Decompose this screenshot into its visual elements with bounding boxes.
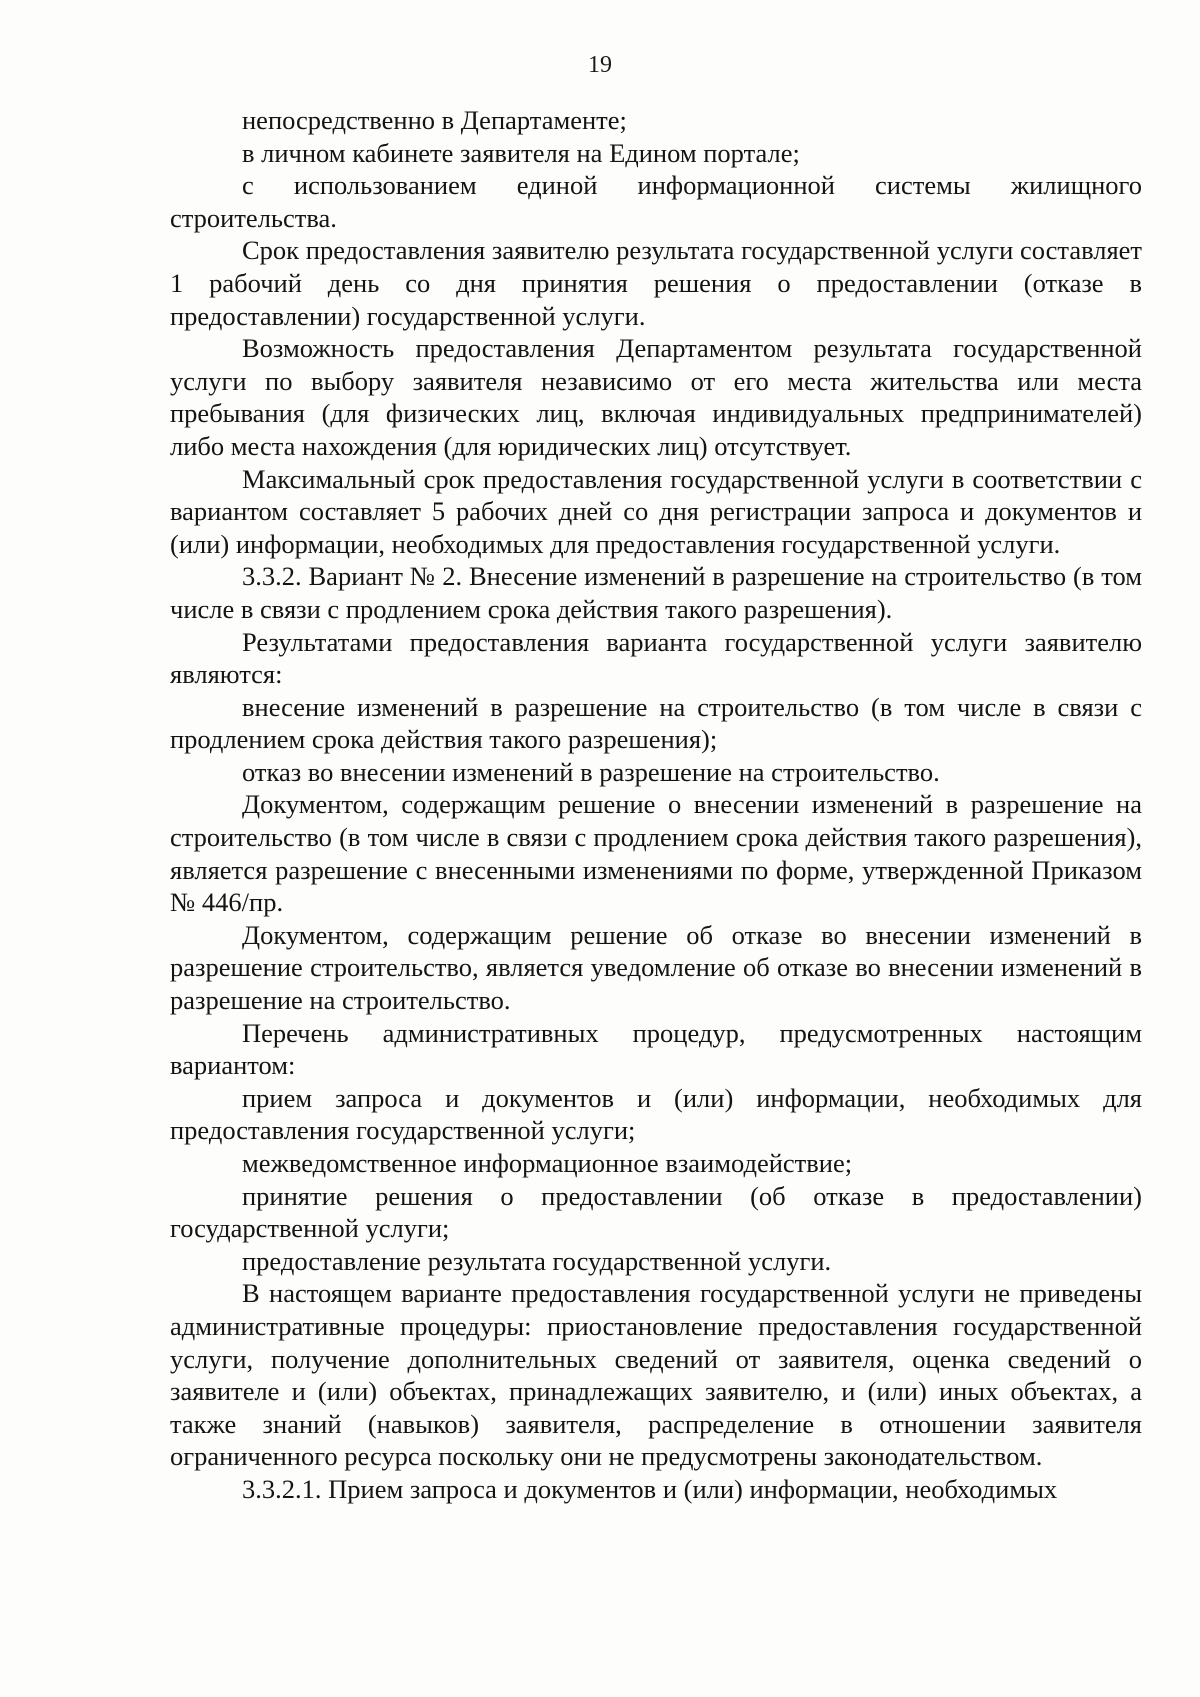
paragraph-results-intro: Результатами предоставления варианта государственной услуги заявителю являются: [170, 626, 1142, 690]
document-body [170, 104, 1142, 1506]
paragraph-omitted-procedures: В настоящем варианте предоставления государственной услуги не приведены административные процедуры: приостановление предоставления государственной услуги, получение дополнительных сведений от заявителя, оценка сведений о заявителе и (или) объектах, принадлежащих заявителю, и (или) иных объектах, а также знаний (навыков) заявителя, распределение в отношении заявителя ограниченного ресурса поскольку они не предусмотрены законодательством. [170, 1278, 1142, 1472]
section-heading-3-3-2: 3.3.2. Вариант № 2. Внесение изменений в разрешение на строительство (в том числе в связи с продлением срока действия такого разрешения). [170, 561, 1142, 624]
paragraph-decision-document: Документом, содержащим решение о внесении изменений в разрешение на строительство (в том числе в связи с продлением срока действия такого разрешения), является разрешение с внесенными изменениями по форме, утвержденной Приказом № 446/пр. [170, 789, 1142, 918]
paragraph-refusal-document: Документом, содержащим решение об отказе во внесении изменений в разрешение строительство, является уведомление об отказе во внесении изменений в разрешение на строительство. [170, 919, 1142, 1016]
paragraph-procedures-intro: Перечень административных процедур, предусмотренных настоящим вариантом: [170, 1017, 1142, 1081]
paragraph-delivery-in-department: непосредственно в Департаменте; [242, 105, 627, 135]
page-number: 19 [588, 52, 612, 78]
paragraph-max-term: Максимальный срок предоставления государственной услуги в соответствии с вариантом составляет 5 рабочих дней со дня регистрации запроса и документов и (или) информации, необходимых для предоставления государственной услуги. [170, 463, 1142, 559]
list-item-procedure-intake: прием запроса и документов и (или) информации, необходимых для предоставления государственной услуги; [170, 1082, 1142, 1146]
list-item-procedure-result: предоставление результата государственной услуги. [242, 1245, 832, 1276]
paragraph-extraterritorial: Возможность предоставления Департаментом результата государственной услуги по выбору заявителя независимо от его места жительства или места пребывания (для физических лиц, включая индивидуальных предпринимателей) либо места нахождения (для юридических лиц) отсутствует. [170, 333, 1142, 461]
list-item-procedure-decision: принятие решения о предоставлении (об отказе в предоставлении) государственной услуги; [170, 1180, 1142, 1244]
paragraph-delivery-housing-system: с использованием единой информационной системы жилищного строительства. [170, 170, 1142, 233]
paragraph-result-term: Срок предоставления заявителю результата государственной услуги составляет 1 рабочий день со дня принятия решения о предоставлении (отказе в предоставлении) государственной услуги. [170, 235, 1142, 331]
section-heading-3-3-2-1: 3.3.2.1. Прием запроса и документов и (или) информации, необходимых [242, 1473, 1058, 1504]
list-item-result-changes: внесение изменений в разрешение на строительство (в том числе в связи с продлением срока действия такого разрешения); [170, 691, 1142, 755]
list-item-procedure-interagency: межведомственное информационное взаимодействие; [242, 1148, 853, 1178]
list-item-result-refusal: отказ во внесении изменений в разрешение на строительство. [242, 756, 940, 787]
paragraph-delivery-personal-cabinet: в личном кабинете заявителя на Едином портале; [242, 137, 800, 168]
